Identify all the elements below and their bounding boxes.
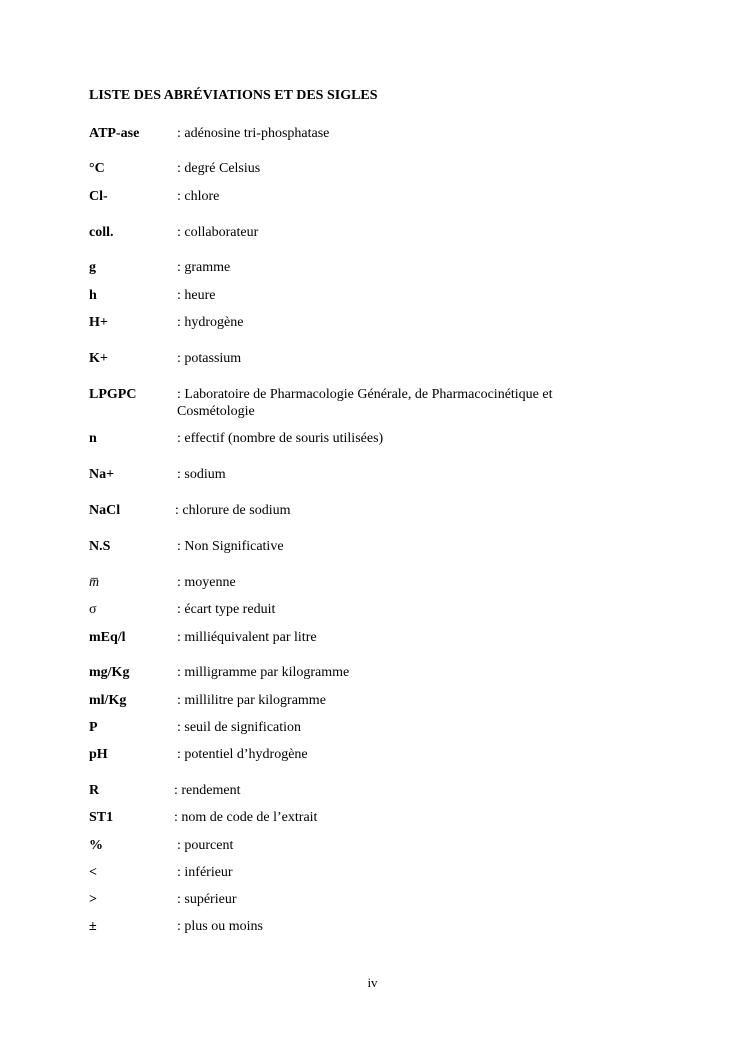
abbreviation: P [89,720,98,735]
abbreviation: LPGPC [89,387,137,402]
definition: : plus ou moins [177,919,263,934]
abbreviation: °C [89,161,105,176]
abbreviation: < [89,865,97,880]
abbreviation: mEq/l [89,630,126,645]
abbreviation: ml/Kg [89,693,127,708]
abbreviation: ± [89,919,97,934]
definition: : heure [177,288,216,303]
definition: : Laboratoire de Pharmacologie Générale, de Pharmacocinétique et Cosmétologie [177,387,553,419]
abbreviation: σ [89,602,97,617]
definition: : pourcent [177,838,234,853]
definition: : nom de code de l’extrait [174,810,318,825]
definition: : adénosine tri-phosphatase [177,126,330,141]
definition: : Non Significative [177,539,284,554]
definition: : potassium [177,351,242,366]
definition: : seuil de signification [177,720,302,735]
definition: : moyenne [177,575,236,590]
definition: : supérieur [177,892,237,907]
definition: : écart type reduit [177,602,276,617]
definition: : hydrogène [177,315,244,330]
definition: : rendement [174,783,241,798]
abbreviation: h [89,288,97,303]
abbreviation: g [89,260,96,275]
abbreviation: N.S [89,539,111,554]
abbreviation: NaCl [89,503,121,518]
definition: : collaborateur [177,225,259,240]
definition: : milligramme par kilogramme [177,665,350,680]
definition: : millilitre par kilogramme [177,693,326,708]
abbreviation: H+ [89,315,108,330]
abbreviation: R [89,783,100,798]
abbreviation: ATP-ase [89,126,140,141]
abbreviation: % [89,838,103,853]
abbreviation: n [89,431,97,446]
abbreviation: Na+ [89,467,115,482]
abbreviation: > [89,892,97,907]
abbreviation: coll. [89,225,114,240]
page-title: LISTE DES ABRÉVIATIONS ET DES SIGLES [89,88,378,103]
abbreviation: pH [89,747,108,762]
page-number: iv [367,975,378,990]
definition: : sodium [177,467,226,482]
abbreviation: m̅ [89,575,100,590]
definition: : gramme [177,260,231,275]
abbreviation: ST1 [89,810,114,825]
definition: : potentiel d’hydrogène [177,747,308,762]
definition: : milliéquivalent par litre [177,630,317,645]
definition: : chlorure de sodium [175,503,291,518]
abbreviation: mg/Kg [89,665,130,680]
abbreviation: K+ [89,351,108,366]
definition: : inférieur [177,865,233,880]
definition: : degré Celsius [177,161,261,176]
definition: : effectif (nombre de souris utilisées) [177,431,384,446]
definition: : chlore [177,189,220,204]
abbreviation: Cl- [89,189,108,204]
